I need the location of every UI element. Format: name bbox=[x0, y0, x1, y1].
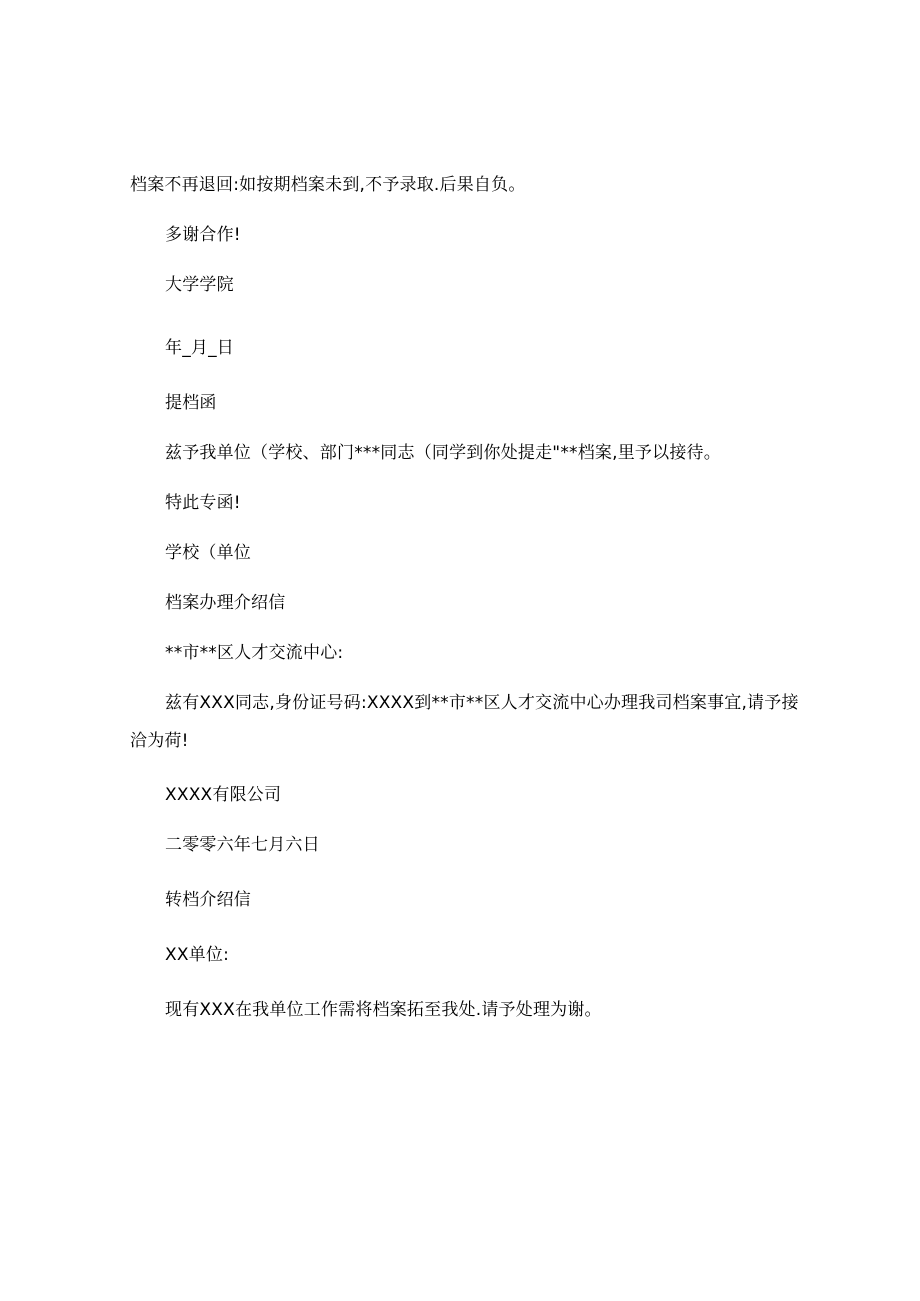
signature-university: 大学学院 bbox=[165, 275, 234, 295]
paragraph-archive-intro-body: 兹有XXX同志,身份证号码:XXXX到**市**区人才交流中心办理我司档案事宜,请予接 bbox=[165, 693, 799, 713]
date-line: 二零零六年七月六日 bbox=[165, 835, 320, 855]
recipient-unit: XX单位: bbox=[165, 945, 230, 965]
signature-company: XXXX有限公司 bbox=[165, 785, 282, 805]
paragraph-transfer-body: 现有XXX在我单位工作需将档案拓至我处.请予处理为谢。 bbox=[165, 1000, 602, 1020]
signature-school: 学校（单位 bbox=[165, 543, 251, 563]
section-title-tidang: 提档函 bbox=[165, 393, 217, 413]
special-letter-line: 特此专函! bbox=[165, 493, 241, 513]
paragraph-tidang-body: 兹予我单位（学校、部门***同志（同学到你处提走"**档案,里予以接待。 bbox=[165, 443, 721, 463]
section-title-archive-intro: 档案办理介绍信 bbox=[165, 593, 286, 613]
recipient-talent-center: **市**区人才交流中心: bbox=[165, 643, 344, 663]
paragraph-archive-intro-body-cont: 洽为荷! bbox=[130, 731, 189, 751]
section-title-transfer: 转档介绍信 bbox=[165, 890, 251, 910]
thanks-line: 多谢合作! bbox=[165, 225, 241, 245]
date-placeholder: 年_月_日 bbox=[165, 338, 234, 358]
paragraph-archive-notice: 档案不再退回:如按期档案未到,不予录取.后果自负。 bbox=[130, 175, 526, 195]
